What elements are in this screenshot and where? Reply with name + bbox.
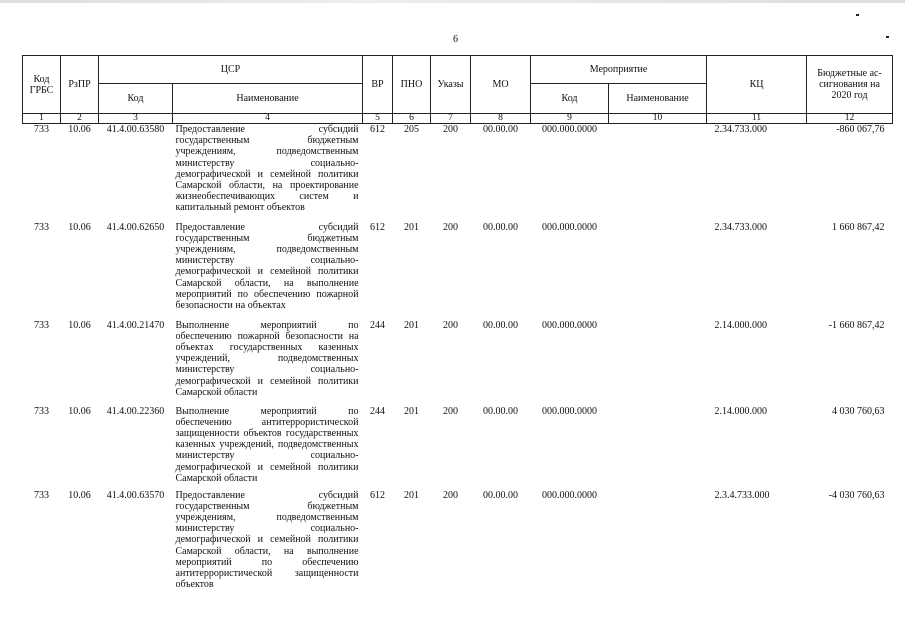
scan-edge (0, 0, 905, 3)
cell-amount: -1 660 867,42 (828, 319, 885, 331)
cell-kc: 2.34.733.000 (714, 124, 768, 135)
header-meropriyatie: Мероприятие (531, 56, 707, 84)
cell-grbs: 733 (34, 319, 49, 331)
cell-mer-code: 000.000.0000 (542, 489, 598, 501)
cell-grbs: 733 (34, 489, 49, 501)
cell-mer-name (609, 490, 707, 591)
scan-speck (856, 14, 859, 16)
cell-rzpr: 10.06 (68, 124, 91, 135)
cell-rzpr: 10.06 (68, 489, 91, 501)
cell-mo: 00.00.00 (483, 319, 519, 331)
header-mer-name: Наименование (609, 84, 707, 114)
cell-amount: -860 067,76 (836, 124, 885, 135)
column-number: 4 (173, 114, 363, 124)
table-row (23, 124, 893, 222)
budget-table (22, 55, 893, 590)
cell-csr-code: 41.4.00.22360 (106, 405, 165, 417)
cell-name: Предоставление субсидий государственным бюджетным учреждениям, подведомственным министерству социально-демографической и семейной политики Самарской области, на выполнение мероприятий по обеспечению пожарной безопасности на объектах (175, 221, 359, 311)
cell-csr-code: 41.4.00.21470 (106, 319, 165, 331)
header-budget: Бюджетные ас-сигнования на 2020 год (807, 56, 893, 114)
page-number: 6 (453, 34, 458, 45)
cell-vr: 612 (370, 124, 386, 135)
cell-mo: 00.00.00 (483, 405, 519, 417)
cell-kc: 2.3.4.733.000 (714, 489, 770, 501)
column-number-row (23, 114, 893, 124)
column-number: 10 (609, 114, 707, 124)
header-vr: ВР (363, 56, 393, 114)
cell-mer-code: 000.000.0000 (542, 221, 598, 233)
cell-pno: 201 (404, 405, 420, 417)
column-number: 1 (23, 114, 61, 124)
column-number: 3 (99, 114, 173, 124)
column-number: 11 (707, 114, 807, 124)
table-row (23, 406, 893, 490)
cell-mer-name (609, 222, 707, 320)
column-number: 5 (363, 114, 393, 124)
cell-ukazy: 200 (443, 319, 459, 331)
cell-amount: -4 030 760,63 (828, 489, 885, 501)
column-number: 6 (393, 114, 431, 124)
header-csr-name: Наименование (173, 84, 363, 114)
cell-name: Предоставление субсидий государственным бюджетным учреждениям, подведомственным министерству социально-демографической и семейной политики Самарской области, на выполнение мероприятий по обеспечению антитеррористической защищенности объектов (175, 489, 359, 591)
cell-csr-code: 41.4.00.63570 (106, 489, 165, 501)
header-ukazy: Указы (431, 56, 471, 114)
cell-grbs: 733 (34, 221, 49, 233)
cell-amount: 4 030 760,63 (832, 405, 885, 417)
cell-pno: 201 (404, 319, 420, 331)
cell-csr-code: 41.4.00.62650 (106, 221, 165, 233)
cell-name: Предоставление субсидий государственным бюджетным учреждениям, подведомственным министерству социально-демографической и семейной политики Самарской области, на проектирование жизнеобеспечивающих систем и капитальный ремонт объектов (175, 124, 359, 214)
header-mer-kod: Код (531, 84, 609, 114)
cell-amount: 1 660 867,42 (832, 221, 885, 233)
header-rzpr: РзПР (61, 56, 99, 114)
header-mo: МО (471, 56, 531, 114)
header-csr: ЦСР (99, 56, 363, 84)
cell-vr: 244 (370, 319, 386, 331)
cell-ukazy: 200 (443, 221, 459, 233)
table-row (23, 490, 893, 591)
header-kod-grbs: Код ГРБС (23, 56, 61, 114)
cell-mer-code: 000.000.0000 (542, 319, 598, 331)
cell-pno: 201 (404, 221, 420, 233)
cell-name: Выполнение мероприятий по обеспечению антитеррористической защищенности объектов государственных казенных учреждений, подведомственных министерству социально-демографической и семейной политики Самарской области (175, 405, 359, 484)
cell-vr: 244 (370, 405, 386, 417)
cell-mo: 00.00.00 (483, 489, 519, 501)
cell-grbs: 733 (34, 124, 49, 135)
column-number: 7 (431, 114, 471, 124)
column-number: 9 (531, 114, 609, 124)
header-csr-kod: Код (99, 84, 173, 114)
cell-mo: 00.00.00 (483, 221, 519, 233)
header-kc: КЦ (707, 56, 807, 114)
cell-ukazy: 200 (443, 489, 459, 501)
cell-grbs: 733 (34, 405, 49, 417)
cell-vr: 612 (370, 221, 386, 233)
cell-csr-code: 41.4.00.63580 (106, 124, 165, 135)
cell-mer-code: 000.000.0000 (542, 405, 598, 417)
cell-kc: 2.14.000.000 (714, 319, 768, 331)
column-number: 12 (807, 114, 893, 124)
cell-kc: 2.14.000.000 (714, 405, 768, 417)
cell-rzpr: 10.06 (68, 405, 91, 417)
cell-mo: 00.00.00 (483, 124, 519, 135)
table-row (23, 222, 893, 320)
cell-name: Выполнение мероприятий по обеспечению пожарной безопасности на объектах государственных казенных учреждений, подведомственных министерству социально-демографической и семейной политики Самарской области (175, 319, 359, 398)
cell-ukazy: 200 (443, 405, 459, 417)
cell-rzpr: 10.06 (68, 221, 91, 233)
cell-vr: 612 (370, 489, 386, 501)
cell-kc: 2.34.733.000 (714, 221, 768, 233)
header-pno: ПНО (393, 56, 431, 114)
cell-pno: 201 (404, 489, 420, 501)
cell-mer-name (609, 320, 707, 406)
column-number: 2 (61, 114, 99, 124)
cell-mer-code: 000.000.0000 (542, 124, 598, 135)
cell-pno: 205 (404, 124, 420, 135)
scan-speck (886, 36, 889, 38)
cell-ukazy: 200 (443, 124, 459, 135)
cell-rzpr: 10.06 (68, 319, 91, 331)
column-number: 8 (471, 114, 531, 124)
table-row (23, 320, 893, 406)
cell-mer-name (609, 406, 707, 490)
cell-mer-name (609, 124, 707, 222)
